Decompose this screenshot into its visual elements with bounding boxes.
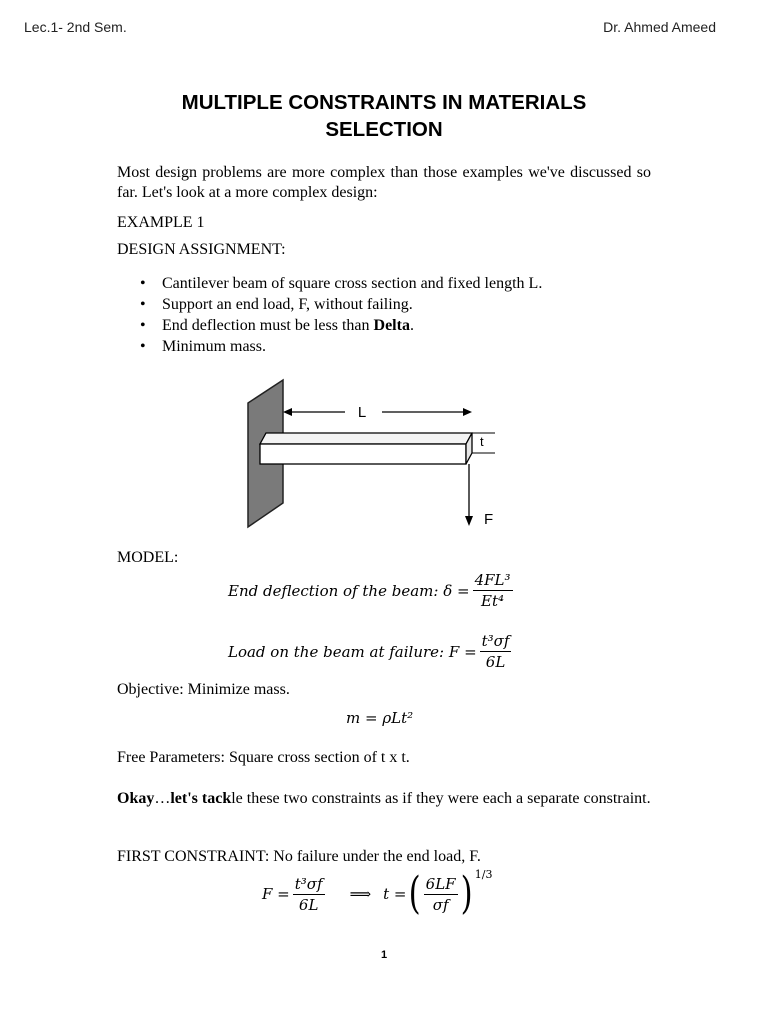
arrowhead-left-icon	[283, 408, 292, 416]
thickness-label: t	[480, 434, 484, 449]
load-arrowhead-icon	[465, 516, 473, 526]
objective-text: Objective: Minimize mass.	[117, 681, 290, 698]
requirements-list	[140, 273, 542, 357]
cantilever-beam-figure	[240, 375, 510, 535]
title-line-2: SELECTION	[325, 118, 443, 141]
intro-paragraph: Most design problems are more complex than those examples we've discussed so far. Let's look at a more complex design:	[117, 164, 651, 201]
list-item: • Cantilever beam of square cross section and fixed length L.	[140, 273, 542, 294]
okay-paragraph: Okay…let's tackle these two constraints as if they were each a separate constraint.	[117, 790, 651, 807]
list-item: • Minimum mass.	[140, 336, 542, 357]
page-title	[0, 89, 768, 143]
first-constraint-heading: FIRST CONSTRAINT: No failure under the end load, F.	[117, 848, 481, 865]
page-number: 1	[380, 949, 388, 961]
exponent: 1/3	[474, 868, 493, 881]
list-item: • End deflection must be less than Delta.	[140, 315, 542, 336]
model-heading: MODEL:	[117, 549, 179, 566]
arrowhead-right-icon	[463, 408, 472, 416]
list-item: • Support an end load, F, without failing.	[140, 294, 542, 315]
header-author: Dr. Ahmed Ameed	[603, 19, 716, 35]
load-label: F	[484, 511, 494, 528]
load-equation: Load on the beam at failure: F = $\frac{\text{t³σf}}{6L}$	[228, 632, 510, 671]
beam-front-face	[260, 444, 466, 464]
length-label: L	[357, 404, 367, 421]
mass-equation: m = ρLt²	[346, 709, 414, 727]
free-parameters-text: Free Parameters: Square cross section of t x t.	[117, 749, 410, 766]
beam-top-face	[260, 433, 472, 444]
first-constraint-equation: F = $\frac{\text{t³σf}}{6L}$ ⟹ t = ( $\frac{6LF}{\sigma f}$ ) 1/3	[262, 868, 493, 919]
delta-bold: Delta	[373, 317, 410, 334]
example-heading: EXAMPLE 1	[117, 214, 205, 231]
header-left: Lec.1- 2nd Sem.	[24, 19, 127, 35]
assignment-heading: DESIGN ASSIGNMENT:	[117, 241, 286, 258]
title-line-1: MULTIPLE CONSTRAINTS IN MATERIALS	[181, 91, 587, 114]
deflection-equation: End deflection of the beam: δ = $\frac{\text{4FL³}}{\text{Et⁴}}$	[228, 571, 511, 610]
